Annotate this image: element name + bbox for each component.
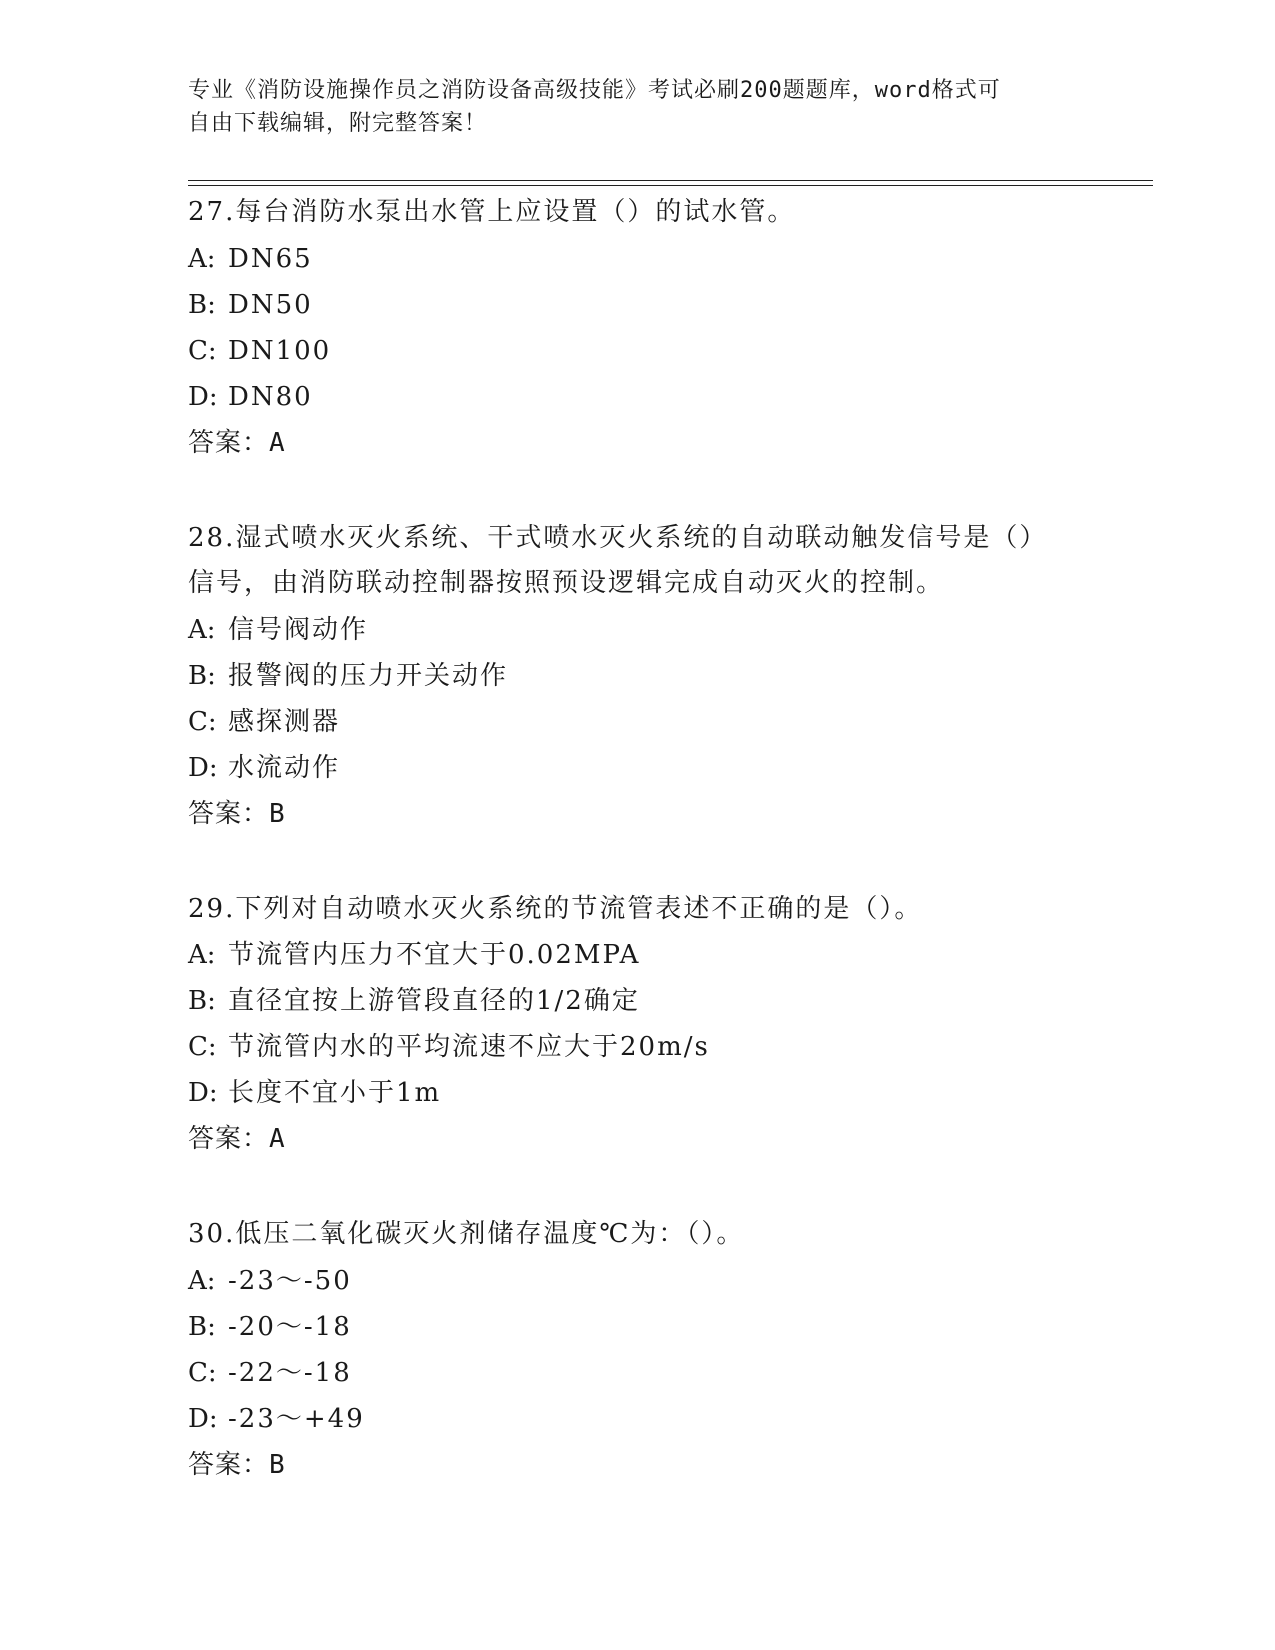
option-text: 水流动作 [228, 752, 341, 783]
header-divider-bottom [188, 185, 1153, 186]
option-letter: B: [188, 289, 216, 320]
option-letter: B: [188, 1311, 216, 1342]
option-letter: C: [188, 1032, 217, 1062]
option-text: 直径宜按上游管段直径的1/2确定 [228, 986, 640, 1016]
question-stem: 28.湿式喷水灭火系统、干式喷水灭火系统的自动联动触发信号是（） [188, 522, 1048, 553]
question-item [188, 1212, 1118, 1488]
question-stem-continued: 信号，由消防联动控制器按照预设逻辑完成自动灭火的控制。 [188, 568, 945, 598]
option-letter: D: [188, 381, 218, 412]
question-item [188, 516, 1118, 837]
option-d [188, 745, 1118, 791]
option-text: DN50 [228, 289, 313, 320]
option-text: -23～-50 [228, 1265, 352, 1296]
option-c [188, 699, 1118, 745]
option-letter: B: [188, 986, 216, 1016]
option-d [188, 374, 1118, 420]
question-stem: 29.下列对自动喷水灭火系统的节流管表述不正确的是（）。 [188, 893, 923, 924]
question-stem: 30.低压二氧化碳灭火剂储存温度℃为：（）。 [188, 1219, 745, 1249]
option-text: 节流管内压力不宜大于0.02MPA [228, 940, 641, 970]
option-d [188, 1396, 1118, 1442]
option-text: 信号阀动作 [228, 614, 369, 645]
option-c [188, 1350, 1118, 1396]
option-letter: A: [188, 1265, 216, 1296]
option-letter: D: [188, 1403, 218, 1434]
option-a [188, 1258, 1118, 1304]
option-a [188, 932, 1118, 978]
answer-line: 答案：B [188, 798, 286, 829]
header-line-2: 自由下载编辑，附完整答案！ [188, 111, 488, 136]
option-text: 节流管内水的平均流速不应大于20m/s [228, 1032, 710, 1062]
option-text: 感探测器 [228, 706, 341, 737]
answer-line: 答案：A [188, 1124, 286, 1154]
option-text: DN65 [228, 243, 313, 274]
option-letter: A: [188, 940, 216, 970]
option-d [188, 1070, 1118, 1116]
question-item [188, 887, 1118, 1163]
option-text: 报警阀的压力开关动作 [228, 660, 509, 691]
option-b [188, 653, 1118, 699]
option-c [188, 1024, 1118, 1070]
option-b [188, 1304, 1118, 1350]
option-text: -23～+49 [228, 1403, 365, 1434]
option-a [188, 607, 1118, 653]
option-text: -22～-18 [228, 1357, 352, 1388]
option-letter: A: [188, 243, 216, 274]
option-text: DN80 [228, 381, 313, 412]
header-divider-top [188, 180, 1153, 181]
question-item [188, 190, 1118, 466]
option-letter: C: [188, 706, 217, 737]
option-text: -20～-18 [228, 1311, 352, 1342]
document-header [188, 74, 1088, 140]
option-letter: A: [188, 614, 216, 645]
answer-line: 答案：B [188, 1449, 286, 1480]
question-list [188, 190, 1118, 1538]
option-text: 长度不宜小于1m [228, 1078, 442, 1108]
option-a [188, 236, 1118, 282]
option-letter: C: [188, 335, 217, 366]
header-line-1: 专业《消防设施操作员之消防设备高级技能》考试必刷200题题库，word格式可 [188, 78, 1001, 103]
option-text: DN100 [228, 335, 332, 366]
option-b [188, 978, 1118, 1024]
option-c [188, 328, 1118, 374]
question-stem: 27.每台消防水泵出水管上应设置（）的试水管。 [188, 197, 796, 227]
option-letter: D: [188, 1078, 218, 1108]
option-b [188, 282, 1118, 328]
answer-line: 答案：A [188, 427, 286, 458]
option-letter: D: [188, 752, 218, 783]
option-letter: C: [188, 1357, 217, 1388]
option-letter: B: [188, 660, 216, 691]
